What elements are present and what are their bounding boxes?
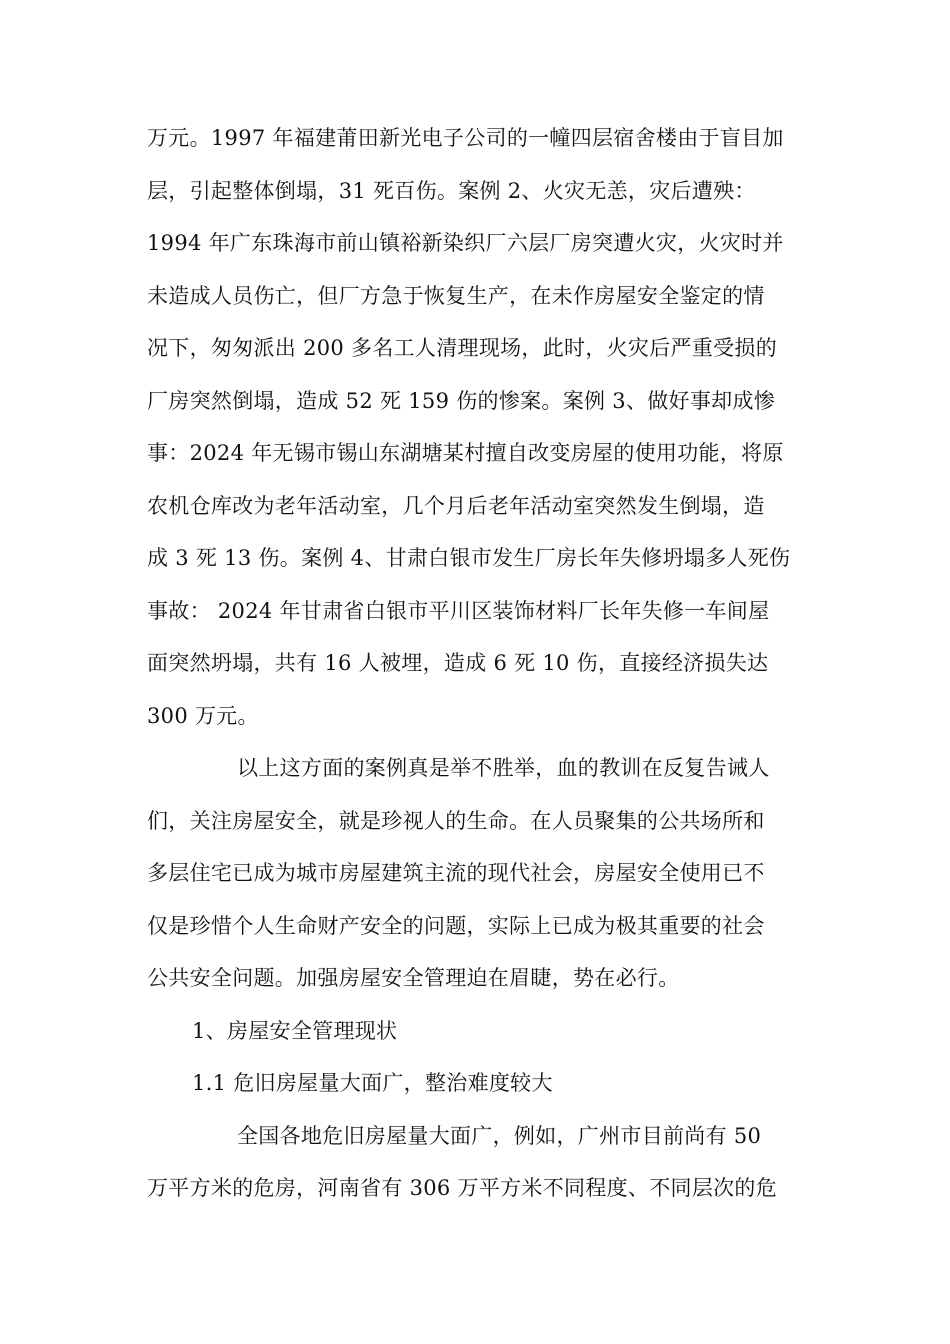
body-text-line: 公共安全问题。加强房屋安全管理迫在眉睫，势在必行。 [147,966,680,990]
body-text-line: 成 3 死 13 伤。案例 4、甘肃白银市发生厂房长年失修坍塌多人死伤 [147,546,791,570]
body-text-line: 层，引起整体倒塌，31 死百伤。案例 2、火灾无恙，灾后遭殃： [147,179,756,203]
body-text-line: 1994 年广东珠海市前山镇裕新染织厂六层厂房突遭火灾，火灾时并 [147,231,784,255]
paragraph-start-line: 全国各地危旧房屋量大面广，例如，广州市目前尚有 50 [237,1124,762,1148]
subsection-heading: 1.1 危旧房屋量大面广，整治难度较大 [192,1071,553,1095]
body-text-line: 未造成人员伤亡，但厂方急于恢复生产，在未作房屋安全鉴定的情 [147,284,765,308]
body-text-line: 万平方米的危房，河南省有 306 万平方米不同程度、不同层次的危 [147,1176,778,1200]
body-text-line: 多层住宅已成为城市房屋建筑主流的现代社会，房屋安全使用已不 [147,861,765,885]
body-text-line: 面突然坍塌，共有 16 人被埋，造成 6 死 10 伤，直接经济损失达 [147,651,769,675]
body-text-line: 况下，匆匆派出 200 多名工人清理现场，此时，火灾后严重受损的 [147,336,778,360]
body-text-line: 300 万元。 [147,704,259,728]
body-text-line: 仅是珍惜个人生命财产安全的问题，实际上已成为极其重要的社会 [147,914,765,938]
body-text-line: 厂房突然倒塌，造成 52 死 159 伤的惨案。案例 3、做好事却成惨 [147,389,776,413]
body-text-line: 们，关注房屋安全，就是珍视人的生命。在人员聚集的公共场所和 [147,809,765,833]
body-text-line: 事故： 2024 年甘肃省白银市平川区装饰材料厂长年失修一车间屋 [147,599,770,623]
body-text-line: 农机仓库改为老年活动室，几个月后老年活动室突然发生倒塌，造 [147,494,765,518]
body-text-line: 万元。1997 年福建莆田新光电子公司的一幢四层宿舍楼由于盲目加 [147,126,784,150]
body-text-line: 事：2024 年无锡市锡山东湖塘某村擅自改变房屋的使用功能，将原 [147,441,784,465]
paragraph-start-line: 以上这方面的案例真是举不胜举，血的教训在反复告诫人 [237,756,770,780]
section-heading: 1、房屋安全管理现状 [192,1019,398,1043]
